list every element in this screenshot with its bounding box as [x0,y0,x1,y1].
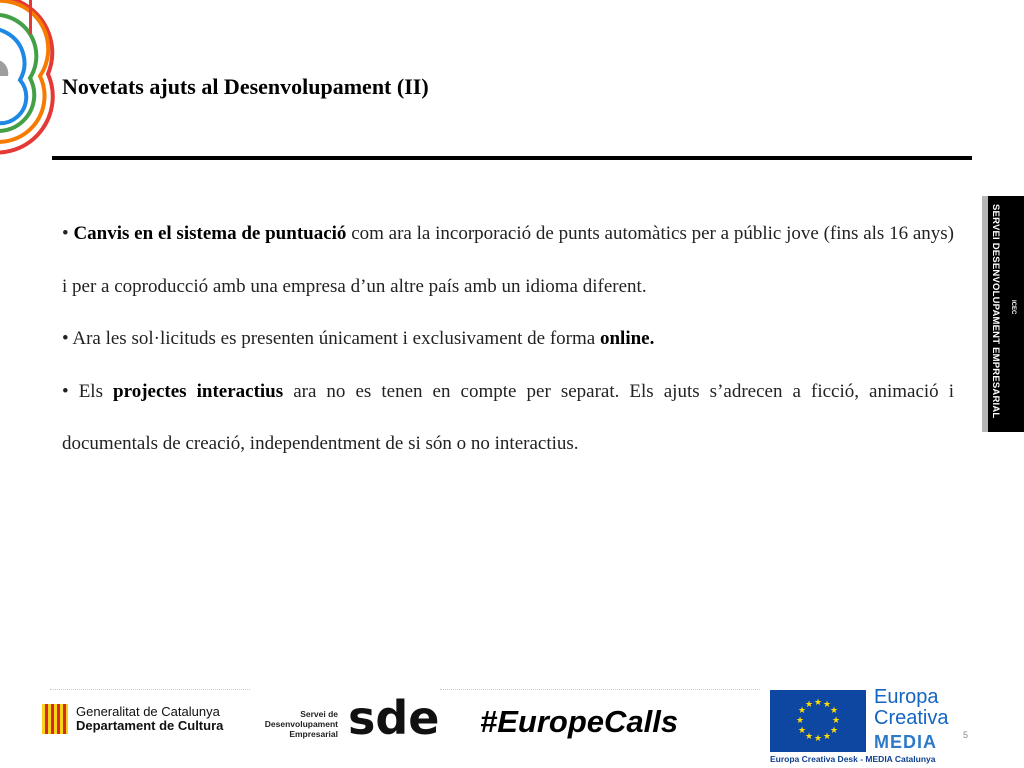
side-tab-label: SERVEI DESENVOLUPAMENT EMPRESARIAL [990,204,1001,419]
svg-text:★: ★ [813,698,823,708]
sde-logo-text: sde [348,691,440,745]
bullet-bold-text: projectes interactius [113,380,284,402]
svg-text:★: ★ [795,716,805,726]
slide-number: 5 [963,730,969,740]
svg-text:★: ★ [831,716,841,726]
bullet-item: • Els projectes interactius ara no es tenen en compte per separat. Els ajuts s’adrecen a ficció, animació i documentals de creació, independentment de si són o no interactius. [62,380,955,454]
side-tab-small-label: ICEC [1010,300,1016,315]
svg-text:★: ★ [804,732,814,742]
europa-creativa-logo: Europa Creativa [874,686,949,729]
svg-text:★: ★ [797,706,807,716]
media-desk-caption: Europa Creativa Desk - MEDIA Catalunya [770,754,936,764]
svg-text:★: ★ [804,700,814,710]
sde-logo [346,686,440,745]
color-arcs-logo [0,0,64,168]
bullet-item: • Canvis en el sistema de puntuació com ara la incorporació de punts automàtics per a públic jove (fins als 16 anys) i per a coproducció amb una empresa d’un altre país amb un idioma diferent. [62,223,954,297]
bullet-bold-text: Canvis en el sistema de puntuació [73,223,347,244]
slide-content [62,208,954,471]
catalan-flag-icon [42,704,68,734]
svg-text:★: ★ [822,732,832,742]
title-divider [52,156,972,160]
svg-text:★: ★ [822,700,832,710]
hashtag-text: #EuropeCalls [480,704,679,739]
svg-text:★: ★ [813,734,823,744]
bullet-item: • Ara les sol·licituds es presenten únicament i exclusivament de forma online. [62,328,655,349]
svg-text:★: ★ [829,706,839,716]
eu-flag-icon [770,690,866,752]
media-logo: MEDIA [874,732,937,752]
bullet-bold-text: online. [599,328,655,349]
footer-divider [440,689,760,690]
slide-title: Novetats ajuts al Desenvolupament (II) [62,74,429,99]
svg-text:★: ★ [829,726,839,736]
gencat-name: Generalitat de Catalunya [76,704,220,719]
department-name: Departament de Cultura [76,718,224,733]
footer-divider [50,689,250,690]
svg-text:★: ★ [797,726,807,736]
generalitat-logo [42,704,223,734]
side-section-tab [982,196,1024,432]
servei-logo-text: Servei de Desenvolupament Empresarial [264,709,338,739]
